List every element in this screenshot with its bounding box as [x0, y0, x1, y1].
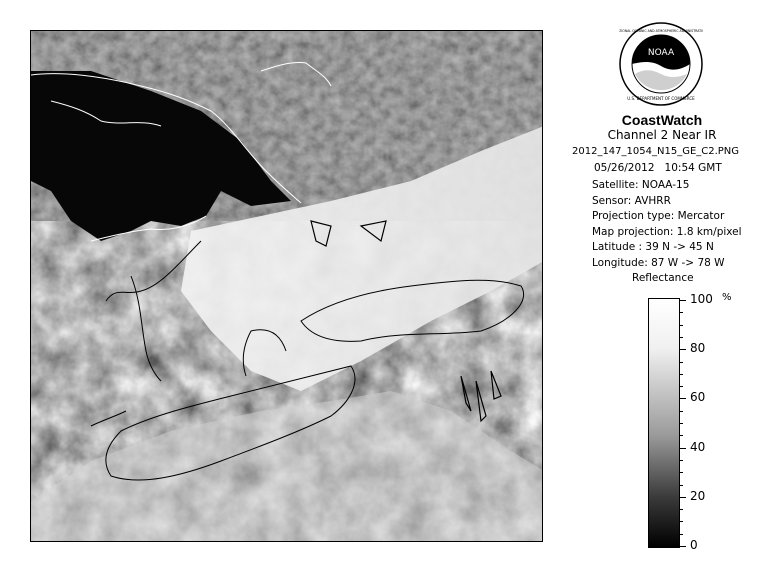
projection-type-label: Projection type: Mercator: [592, 210, 725, 223]
time: 10:54 GMT: [664, 162, 722, 174]
noaa-emblem: [619, 22, 703, 106]
colorbar-unit: %: [722, 292, 732, 303]
colorbar-tick-label: 60: [690, 390, 706, 405]
logo-ring-text-top: NATIONAL OCEANIC AND ATMOSPHERIC ADMINISTRATION: [619, 29, 703, 33]
colorbar-minor-tick: [680, 423, 683, 424]
latitude-label: Latitude : 39 N -> 45 N: [592, 241, 714, 254]
colorbar-tick-label: 0: [690, 538, 698, 552]
colorbar-minor-tick: [680, 386, 683, 387]
sensor-label: Sensor: AVHRR: [592, 194, 671, 207]
colorbar-tick: [680, 497, 686, 498]
colorbar-minor-tick: [680, 312, 683, 313]
colorbar-minor-tick: [680, 485, 683, 486]
colorbar-minor-tick: [680, 435, 683, 436]
satellite-image: [31, 31, 543, 542]
date: 05/26/2012: [594, 162, 655, 174]
colorbar-tick: [680, 448, 686, 449]
date-time: [594, 162, 722, 174]
colorbar-tick-label: 40: [690, 439, 706, 454]
colorbar-minor-tick: [680, 362, 683, 363]
metadata-list: [592, 178, 742, 272]
colorbar-title: Reflectance: [632, 272, 694, 284]
logo-text: NOAA: [647, 48, 675, 58]
longitude-label: Longitude: 87 W -> 78 W: [592, 256, 725, 269]
colorbar-tick: [680, 300, 686, 301]
satellite-map: [30, 30, 543, 542]
colorbar: [648, 298, 680, 548]
colorbar-tick-label: 20: [690, 488, 706, 503]
colorbar-tick: [680, 398, 686, 399]
colorbar-minor-tick: [680, 337, 683, 338]
channel-subtitle: Channel 2 Near IR: [607, 128, 717, 142]
colorbar-minor-tick: [680, 325, 683, 326]
colorbar-minor-tick: [680, 472, 683, 473]
colorbar-minor-tick: [680, 374, 683, 375]
app-title: CoastWatch: [621, 112, 703, 128]
colorbar-minor-tick: [680, 509, 683, 510]
noaa-logo: [619, 22, 703, 106]
colorbar-tick: [680, 546, 686, 547]
filename: 2012_147_1054_N15_GE_C2.PNG: [572, 146, 740, 157]
colorbar-tick-label: 80: [690, 341, 706, 356]
colorbar-tick: [680, 349, 686, 350]
satellite-label: Satellite: NOAA-15: [592, 179, 690, 191]
colorbar-minor-tick: [680, 460, 683, 461]
colorbar-minor-tick: [680, 534, 683, 535]
colorbar-minor-tick: [680, 411, 683, 412]
colorbar-minor-tick: [680, 521, 683, 522]
map-projection-label: Map projection: 1.8 km/pixel: [592, 225, 742, 238]
colorbar-tick-label: 100: [690, 292, 713, 306]
logo-ring-text-bottom: U.S. DEPARTMENT OF COMMERCE: [627, 96, 695, 101]
